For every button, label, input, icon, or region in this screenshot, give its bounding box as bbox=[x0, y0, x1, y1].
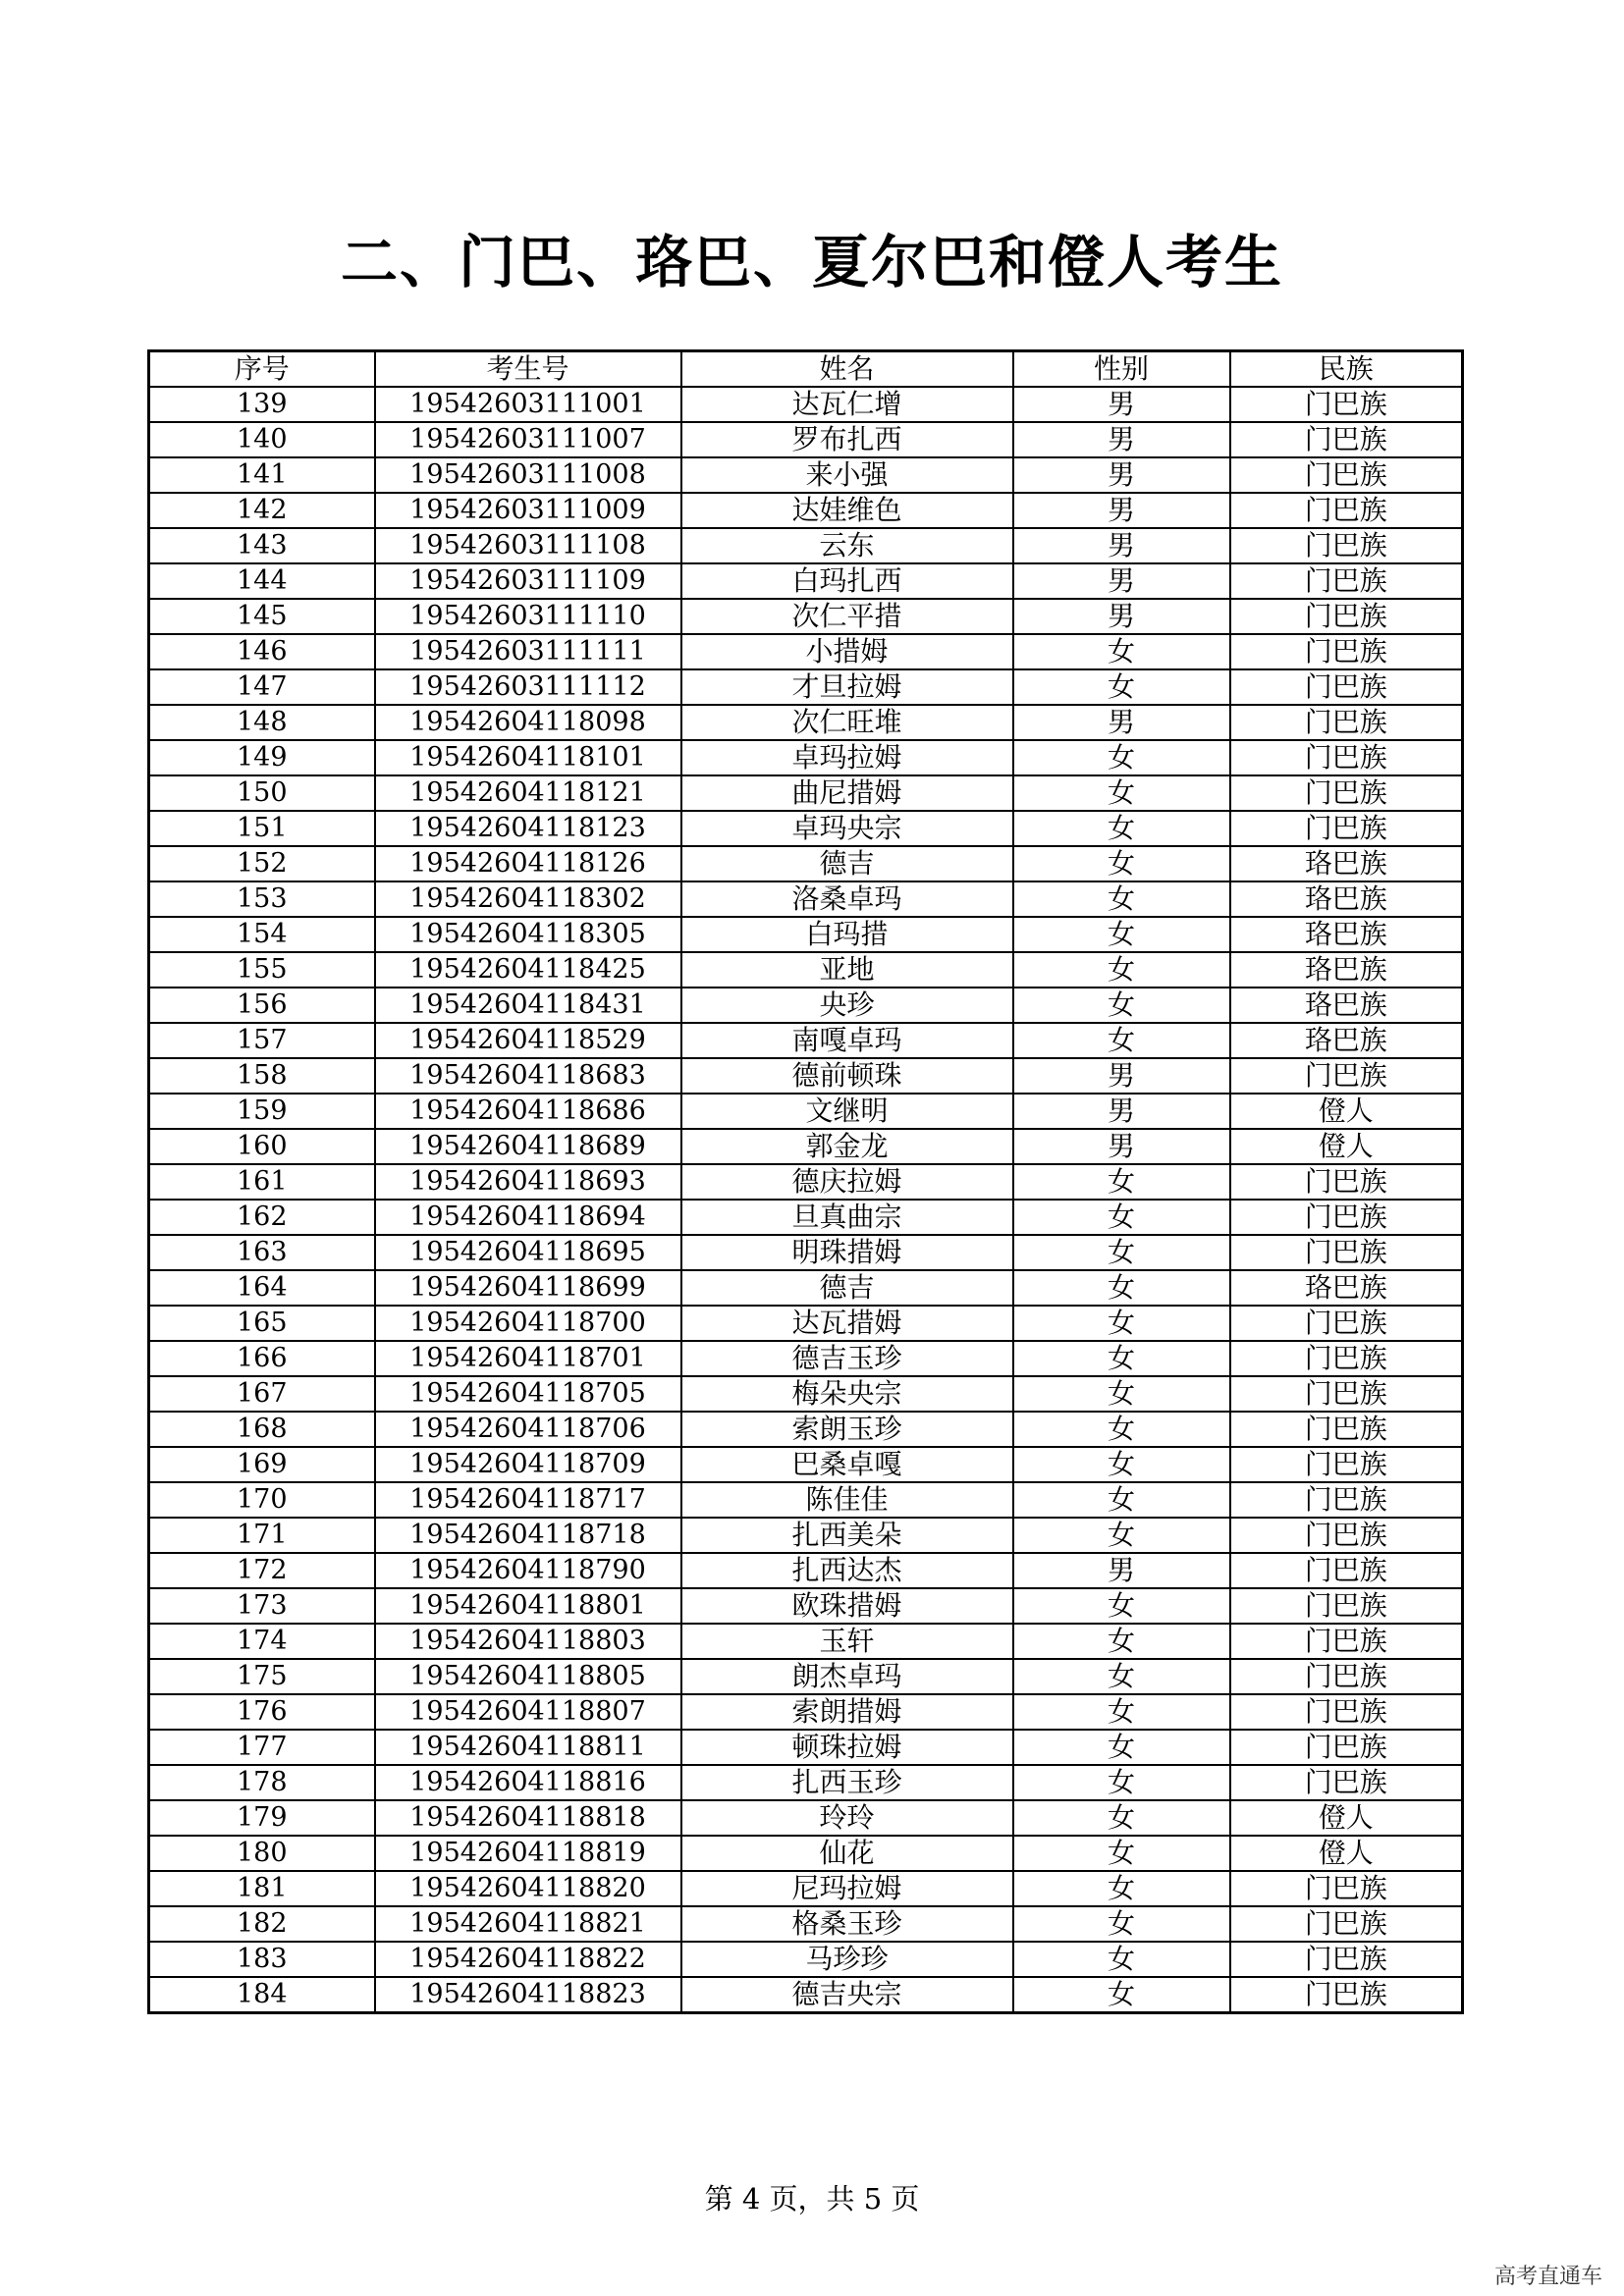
table-row bbox=[149, 1871, 1463, 1906]
cell-ethnicity: 门巴族 bbox=[1230, 1624, 1463, 1659]
cell-ethnicity: 门巴族 bbox=[1230, 740, 1463, 775]
cell-gender: 男 bbox=[1013, 705, 1230, 740]
table-row bbox=[149, 1164, 1463, 1200]
cell-candidate-number: 19542604118820 bbox=[375, 1871, 681, 1906]
table-row bbox=[149, 1200, 1463, 1235]
cell-ethnicity: 门巴族 bbox=[1230, 1482, 1463, 1518]
cell-ethnicity: 门巴族 bbox=[1230, 1659, 1463, 1694]
cell-name: 罗布扎西 bbox=[681, 422, 1013, 457]
cell-gender: 女 bbox=[1013, 1270, 1230, 1306]
cell-gender: 女 bbox=[1013, 1765, 1230, 1800]
cell-ethnicity: 珞巴族 bbox=[1230, 846, 1463, 881]
table-row bbox=[149, 1270, 1463, 1306]
cell-index: 168 bbox=[149, 1412, 375, 1447]
cell-index: 167 bbox=[149, 1376, 375, 1412]
cell-ethnicity: 门巴族 bbox=[1230, 563, 1463, 599]
cell-ethnicity: 门巴族 bbox=[1230, 1765, 1463, 1800]
table-row bbox=[149, 1730, 1463, 1765]
table-row bbox=[149, 1341, 1463, 1376]
cell-ethnicity: 僜人 bbox=[1230, 1129, 1463, 1164]
cell-candidate-number: 19542604118101 bbox=[375, 740, 681, 775]
cell-ethnicity: 门巴族 bbox=[1230, 1306, 1463, 1341]
cell-name: 德吉央宗 bbox=[681, 1977, 1013, 2013]
cell-name: 马珍珍 bbox=[681, 1942, 1013, 1977]
cell-candidate-number: 19542604118818 bbox=[375, 1800, 681, 1836]
cell-ethnicity: 门巴族 bbox=[1230, 1942, 1463, 1977]
cell-name: 朗杰卓玛 bbox=[681, 1659, 1013, 1694]
cell-index: 140 bbox=[149, 422, 375, 457]
cell-name: 仙花 bbox=[681, 1836, 1013, 1871]
cell-ethnicity: 珞巴族 bbox=[1230, 881, 1463, 917]
cell-name: 扎西美朵 bbox=[681, 1518, 1013, 1553]
cell-candidate-number: 19542604118801 bbox=[375, 1588, 681, 1624]
cell-gender: 女 bbox=[1013, 1376, 1230, 1412]
cell-index: 181 bbox=[149, 1871, 375, 1906]
header-name: 姓名 bbox=[681, 351, 1013, 388]
cell-gender: 男 bbox=[1013, 563, 1230, 599]
table-row bbox=[149, 1836, 1463, 1871]
cell-index: 147 bbox=[149, 669, 375, 705]
cell-gender: 女 bbox=[1013, 1659, 1230, 1694]
cell-candidate-number: 19542604118126 bbox=[375, 846, 681, 881]
cell-candidate-number: 19542604118819 bbox=[375, 1836, 681, 1871]
cell-gender: 女 bbox=[1013, 1412, 1230, 1447]
table-row bbox=[149, 1588, 1463, 1624]
table-row bbox=[149, 1023, 1463, 1058]
cell-index: 145 bbox=[149, 599, 375, 634]
cell-gender: 女 bbox=[1013, 1482, 1230, 1518]
cell-index: 150 bbox=[149, 775, 375, 811]
table-row bbox=[149, 1800, 1463, 1836]
cell-candidate-number: 19542604118790 bbox=[375, 1553, 681, 1588]
cell-gender: 男 bbox=[1013, 1553, 1230, 1588]
cell-index: 148 bbox=[149, 705, 375, 740]
table-row bbox=[149, 1306, 1463, 1341]
table-row bbox=[149, 1058, 1463, 1094]
cell-name: 才旦拉姆 bbox=[681, 669, 1013, 705]
cell-ethnicity: 珞巴族 bbox=[1230, 1023, 1463, 1058]
cell-candidate-number: 19542604118822 bbox=[375, 1942, 681, 1977]
cell-name: 欧珠措姆 bbox=[681, 1588, 1013, 1624]
cell-ethnicity: 门巴族 bbox=[1230, 1200, 1463, 1235]
header-ethnicity: 民族 bbox=[1230, 351, 1463, 388]
cell-candidate-number: 19542604118686 bbox=[375, 1094, 681, 1129]
table-row bbox=[149, 1129, 1463, 1164]
cell-ethnicity: 门巴族 bbox=[1230, 1341, 1463, 1376]
cell-index: 165 bbox=[149, 1306, 375, 1341]
header-index: 序号 bbox=[149, 351, 375, 388]
cell-index: 178 bbox=[149, 1765, 375, 1800]
table-row bbox=[149, 846, 1463, 881]
table-row bbox=[149, 634, 1463, 669]
table-row bbox=[149, 599, 1463, 634]
cell-index: 156 bbox=[149, 988, 375, 1023]
cell-name: 次仁旺堆 bbox=[681, 705, 1013, 740]
table-row bbox=[149, 1447, 1463, 1482]
cell-ethnicity: 门巴族 bbox=[1230, 1447, 1463, 1482]
cell-index: 151 bbox=[149, 811, 375, 846]
cell-name: 次仁平措 bbox=[681, 599, 1013, 634]
cell-name: 洛桑卓玛 bbox=[681, 881, 1013, 917]
cell-candidate-number: 19542604118717 bbox=[375, 1482, 681, 1518]
header-candidate-number: 考生号 bbox=[375, 351, 681, 388]
cell-gender: 女 bbox=[1013, 1836, 1230, 1871]
cell-candidate-number: 19542604118803 bbox=[375, 1624, 681, 1659]
table-row bbox=[149, 917, 1463, 952]
cell-gender: 女 bbox=[1013, 988, 1230, 1023]
cell-ethnicity: 门巴族 bbox=[1230, 1235, 1463, 1270]
table-row bbox=[149, 705, 1463, 740]
table-row bbox=[149, 493, 1463, 528]
table-row bbox=[149, 528, 1463, 563]
cell-candidate-number: 19542604118823 bbox=[375, 1977, 681, 2013]
cell-index: 158 bbox=[149, 1058, 375, 1094]
cell-name: 尼玛拉姆 bbox=[681, 1871, 1013, 1906]
cell-candidate-number: 19542603111009 bbox=[375, 493, 681, 528]
table-row bbox=[149, 952, 1463, 988]
cell-candidate-number: 19542604118693 bbox=[375, 1164, 681, 1200]
cell-name: 德吉玉珍 bbox=[681, 1341, 1013, 1376]
cell-candidate-number: 19542603111110 bbox=[375, 599, 681, 634]
cell-gender: 女 bbox=[1013, 1447, 1230, 1482]
cell-name: 郭金龙 bbox=[681, 1129, 1013, 1164]
cell-index: 176 bbox=[149, 1694, 375, 1730]
cell-gender: 女 bbox=[1013, 1942, 1230, 1977]
cell-name: 德庆拉姆 bbox=[681, 1164, 1013, 1200]
cell-index: 152 bbox=[149, 846, 375, 881]
cell-index: 141 bbox=[149, 457, 375, 493]
table-row bbox=[149, 1518, 1463, 1553]
cell-ethnicity: 门巴族 bbox=[1230, 1871, 1463, 1906]
cell-name: 扎西达杰 bbox=[681, 1553, 1013, 1588]
cell-name: 索朗措姆 bbox=[681, 1694, 1013, 1730]
cell-ethnicity: 门巴族 bbox=[1230, 705, 1463, 740]
table-row bbox=[149, 457, 1463, 493]
table-row bbox=[149, 1977, 1463, 2013]
cell-index: 170 bbox=[149, 1482, 375, 1518]
cell-candidate-number: 19542604118811 bbox=[375, 1730, 681, 1765]
table-row bbox=[149, 1659, 1463, 1694]
cell-name: 玉轩 bbox=[681, 1624, 1013, 1659]
cell-index: 172 bbox=[149, 1553, 375, 1588]
cell-gender: 女 bbox=[1013, 775, 1230, 811]
table-row bbox=[149, 669, 1463, 705]
cell-ethnicity: 门巴族 bbox=[1230, 775, 1463, 811]
cell-index: 144 bbox=[149, 563, 375, 599]
cell-index: 155 bbox=[149, 952, 375, 988]
cell-name: 格桑玉珍 bbox=[681, 1906, 1013, 1942]
table-row bbox=[149, 1906, 1463, 1942]
watermark: 高考直通车 bbox=[1493, 2265, 1602, 2289]
cell-ethnicity: 珞巴族 bbox=[1230, 952, 1463, 988]
cell-index: 154 bbox=[149, 917, 375, 952]
cell-name: 陈佳佳 bbox=[681, 1482, 1013, 1518]
cell-name: 文继明 bbox=[681, 1094, 1013, 1129]
cell-candidate-number: 19542604118305 bbox=[375, 917, 681, 952]
table-row bbox=[149, 1094, 1463, 1129]
cell-index: 179 bbox=[149, 1800, 375, 1836]
cell-index: 139 bbox=[149, 387, 375, 422]
cell-candidate-number: 19542604118821 bbox=[375, 1906, 681, 1942]
cell-gender: 男 bbox=[1013, 1129, 1230, 1164]
cell-name: 白玛措 bbox=[681, 917, 1013, 952]
cell-gender: 女 bbox=[1013, 1164, 1230, 1200]
cell-index: 183 bbox=[149, 1942, 375, 1977]
cell-ethnicity: 门巴族 bbox=[1230, 1977, 1463, 2013]
cell-candidate-number: 19542604118805 bbox=[375, 1659, 681, 1694]
cell-gender: 女 bbox=[1013, 1871, 1230, 1906]
cell-ethnicity: 门巴族 bbox=[1230, 1730, 1463, 1765]
cell-name: 达瓦措姆 bbox=[681, 1306, 1013, 1341]
cell-candidate-number: 19542603111111 bbox=[375, 634, 681, 669]
cell-name: 来小强 bbox=[681, 457, 1013, 493]
cell-index: 159 bbox=[149, 1094, 375, 1129]
cell-candidate-number: 19542604118700 bbox=[375, 1306, 681, 1341]
cell-gender: 男 bbox=[1013, 1058, 1230, 1094]
cell-gender: 女 bbox=[1013, 811, 1230, 846]
cell-gender: 男 bbox=[1013, 1094, 1230, 1129]
cell-index: 177 bbox=[149, 1730, 375, 1765]
cell-ethnicity: 门巴族 bbox=[1230, 528, 1463, 563]
cell-index: 184 bbox=[149, 1977, 375, 2013]
cell-index: 157 bbox=[149, 1023, 375, 1058]
cell-name: 玲玲 bbox=[681, 1800, 1013, 1836]
page-footer: 第 4 页，共 5 页 bbox=[704, 2182, 920, 2216]
cell-ethnicity: 门巴族 bbox=[1230, 1518, 1463, 1553]
cell-index: 146 bbox=[149, 634, 375, 669]
cell-gender: 男 bbox=[1013, 493, 1230, 528]
cell-candidate-number: 19542603111007 bbox=[375, 422, 681, 457]
cell-ethnicity: 门巴族 bbox=[1230, 1553, 1463, 1588]
cell-candidate-number: 19542604118431 bbox=[375, 988, 681, 1023]
cell-candidate-number: 19542604118683 bbox=[375, 1058, 681, 1094]
cell-candidate-number: 19542604118709 bbox=[375, 1447, 681, 1482]
cell-index: 166 bbox=[149, 1341, 375, 1376]
cell-candidate-number: 19542604118425 bbox=[375, 952, 681, 988]
cell-gender: 女 bbox=[1013, 1588, 1230, 1624]
cell-gender: 女 bbox=[1013, 1341, 1230, 1376]
cell-name: 德前顿珠 bbox=[681, 1058, 1013, 1094]
cell-ethnicity: 门巴族 bbox=[1230, 1906, 1463, 1942]
cell-candidate-number: 19542603111008 bbox=[375, 457, 681, 493]
table-row bbox=[149, 1942, 1463, 1977]
table-row bbox=[149, 1482, 1463, 1518]
cell-name: 旦真曲宗 bbox=[681, 1200, 1013, 1235]
table-body bbox=[149, 387, 1463, 2013]
header-gender: 性别 bbox=[1013, 351, 1230, 388]
cell-index: 160 bbox=[149, 1129, 375, 1164]
cell-gender: 女 bbox=[1013, 1518, 1230, 1553]
cell-name: 达瓦仁增 bbox=[681, 387, 1013, 422]
cell-candidate-number: 19542604118098 bbox=[375, 705, 681, 740]
cell-name: 云东 bbox=[681, 528, 1013, 563]
cell-gender: 男 bbox=[1013, 599, 1230, 634]
table-row bbox=[149, 422, 1463, 457]
cell-ethnicity: 门巴族 bbox=[1230, 599, 1463, 634]
cell-index: 182 bbox=[149, 1906, 375, 1942]
cell-index: 149 bbox=[149, 740, 375, 775]
cell-candidate-number: 19542604118695 bbox=[375, 1235, 681, 1270]
page-title: 二、门巴、珞巴、夏尔巴和僜人考生 bbox=[340, 229, 1283, 295]
cell-gender: 女 bbox=[1013, 1306, 1230, 1341]
cell-name: 曲尼措姆 bbox=[681, 775, 1013, 811]
cell-candidate-number: 19542604118706 bbox=[375, 1412, 681, 1447]
cell-name: 亚地 bbox=[681, 952, 1013, 988]
cell-ethnicity: 门巴族 bbox=[1230, 1376, 1463, 1412]
table-row bbox=[149, 563, 1463, 599]
cell-gender: 女 bbox=[1013, 1977, 1230, 2013]
cell-gender: 女 bbox=[1013, 669, 1230, 705]
cell-name: 卓玛央宗 bbox=[681, 811, 1013, 846]
cell-gender: 女 bbox=[1013, 634, 1230, 669]
cell-gender: 女 bbox=[1013, 1694, 1230, 1730]
cell-gender: 女 bbox=[1013, 1800, 1230, 1836]
cell-name: 小措姆 bbox=[681, 634, 1013, 669]
cell-ethnicity: 门巴族 bbox=[1230, 1058, 1463, 1094]
cell-name: 央珍 bbox=[681, 988, 1013, 1023]
cell-gender: 女 bbox=[1013, 1235, 1230, 1270]
cell-ethnicity: 珞巴族 bbox=[1230, 988, 1463, 1023]
table-row bbox=[149, 740, 1463, 775]
cell-index: 143 bbox=[149, 528, 375, 563]
cell-index: 161 bbox=[149, 1164, 375, 1200]
cell-ethnicity: 僜人 bbox=[1230, 1836, 1463, 1871]
cell-ethnicity: 僜人 bbox=[1230, 1800, 1463, 1836]
table-row bbox=[149, 811, 1463, 846]
candidate-table bbox=[147, 349, 1464, 2014]
cell-name: 扎西玉珍 bbox=[681, 1765, 1013, 1800]
cell-candidate-number: 19542604118816 bbox=[375, 1765, 681, 1800]
cell-name: 德吉 bbox=[681, 846, 1013, 881]
table-row bbox=[149, 1624, 1463, 1659]
table-row bbox=[149, 881, 1463, 917]
cell-gender: 女 bbox=[1013, 917, 1230, 952]
cell-index: 180 bbox=[149, 1836, 375, 1871]
cell-name: 德吉 bbox=[681, 1270, 1013, 1306]
cell-ethnicity: 门巴族 bbox=[1230, 457, 1463, 493]
cell-candidate-number: 19542604118718 bbox=[375, 1518, 681, 1553]
cell-index: 169 bbox=[149, 1447, 375, 1482]
cell-ethnicity: 门巴族 bbox=[1230, 1164, 1463, 1200]
cell-name: 巴桑卓嘎 bbox=[681, 1447, 1013, 1482]
cell-gender: 女 bbox=[1013, 740, 1230, 775]
table-row bbox=[149, 1553, 1463, 1588]
cell-candidate-number: 19542603111109 bbox=[375, 563, 681, 599]
cell-index: 175 bbox=[149, 1659, 375, 1694]
cell-candidate-number: 19542604118807 bbox=[375, 1694, 681, 1730]
cell-candidate-number: 19542604118529 bbox=[375, 1023, 681, 1058]
cell-candidate-number: 19542604118705 bbox=[375, 1376, 681, 1412]
cell-gender: 男 bbox=[1013, 528, 1230, 563]
cell-gender: 男 bbox=[1013, 422, 1230, 457]
cell-ethnicity: 门巴族 bbox=[1230, 669, 1463, 705]
table-row bbox=[149, 1235, 1463, 1270]
cell-name: 卓玛拉姆 bbox=[681, 740, 1013, 775]
cell-gender: 男 bbox=[1013, 387, 1230, 422]
cell-name: 明珠措姆 bbox=[681, 1235, 1013, 1270]
cell-candidate-number: 19542603111001 bbox=[375, 387, 681, 422]
cell-name: 顿珠拉姆 bbox=[681, 1730, 1013, 1765]
cell-candidate-number: 19542604118701 bbox=[375, 1341, 681, 1376]
table-row bbox=[149, 387, 1463, 422]
cell-ethnicity: 门巴族 bbox=[1230, 1588, 1463, 1624]
cell-candidate-number: 19542603111108 bbox=[375, 528, 681, 563]
cell-candidate-number: 19542604118689 bbox=[375, 1129, 681, 1164]
cell-ethnicity: 门巴族 bbox=[1230, 634, 1463, 669]
cell-gender: 女 bbox=[1013, 1624, 1230, 1659]
cell-gender: 女 bbox=[1013, 1730, 1230, 1765]
cell-ethnicity: 门巴族 bbox=[1230, 387, 1463, 422]
cell-candidate-number: 19542603111112 bbox=[375, 669, 681, 705]
table-row bbox=[149, 988, 1463, 1023]
table-row bbox=[149, 1765, 1463, 1800]
cell-index: 171 bbox=[149, 1518, 375, 1553]
cell-index: 163 bbox=[149, 1235, 375, 1270]
cell-candidate-number: 19542604118123 bbox=[375, 811, 681, 846]
cell-candidate-number: 19542604118121 bbox=[375, 775, 681, 811]
cell-index: 162 bbox=[149, 1200, 375, 1235]
cell-name: 南嘎卓玛 bbox=[681, 1023, 1013, 1058]
cell-ethnicity: 门巴族 bbox=[1230, 1694, 1463, 1730]
table-row bbox=[149, 775, 1463, 811]
cell-name: 索朗玉珍 bbox=[681, 1412, 1013, 1447]
table-row bbox=[149, 1412, 1463, 1447]
cell-ethnicity: 僜人 bbox=[1230, 1094, 1463, 1129]
cell-candidate-number: 19542604118694 bbox=[375, 1200, 681, 1235]
cell-index: 164 bbox=[149, 1270, 375, 1306]
cell-ethnicity: 门巴族 bbox=[1230, 811, 1463, 846]
cell-ethnicity: 门巴族 bbox=[1230, 493, 1463, 528]
cell-ethnicity: 珞巴族 bbox=[1230, 1270, 1463, 1306]
cell-gender: 女 bbox=[1013, 1200, 1230, 1235]
table-header-row bbox=[149, 351, 1463, 388]
cell-candidate-number: 19542604118699 bbox=[375, 1270, 681, 1306]
cell-gender: 女 bbox=[1013, 952, 1230, 988]
cell-gender: 女 bbox=[1013, 1906, 1230, 1942]
table-row bbox=[149, 1694, 1463, 1730]
cell-name: 达娃维色 bbox=[681, 493, 1013, 528]
cell-gender: 女 bbox=[1013, 846, 1230, 881]
cell-ethnicity: 珞巴族 bbox=[1230, 917, 1463, 952]
table-row bbox=[149, 1376, 1463, 1412]
cell-index: 174 bbox=[149, 1624, 375, 1659]
cell-ethnicity: 门巴族 bbox=[1230, 1412, 1463, 1447]
cell-gender: 男 bbox=[1013, 457, 1230, 493]
cell-gender: 女 bbox=[1013, 1023, 1230, 1058]
cell-index: 142 bbox=[149, 493, 375, 528]
cell-index: 153 bbox=[149, 881, 375, 917]
cell-index: 173 bbox=[149, 1588, 375, 1624]
cell-gender: 女 bbox=[1013, 881, 1230, 917]
cell-ethnicity: 门巴族 bbox=[1230, 422, 1463, 457]
cell-name: 梅朵央宗 bbox=[681, 1376, 1013, 1412]
cell-name: 白玛扎西 bbox=[681, 563, 1013, 599]
cell-candidate-number: 19542604118302 bbox=[375, 881, 681, 917]
